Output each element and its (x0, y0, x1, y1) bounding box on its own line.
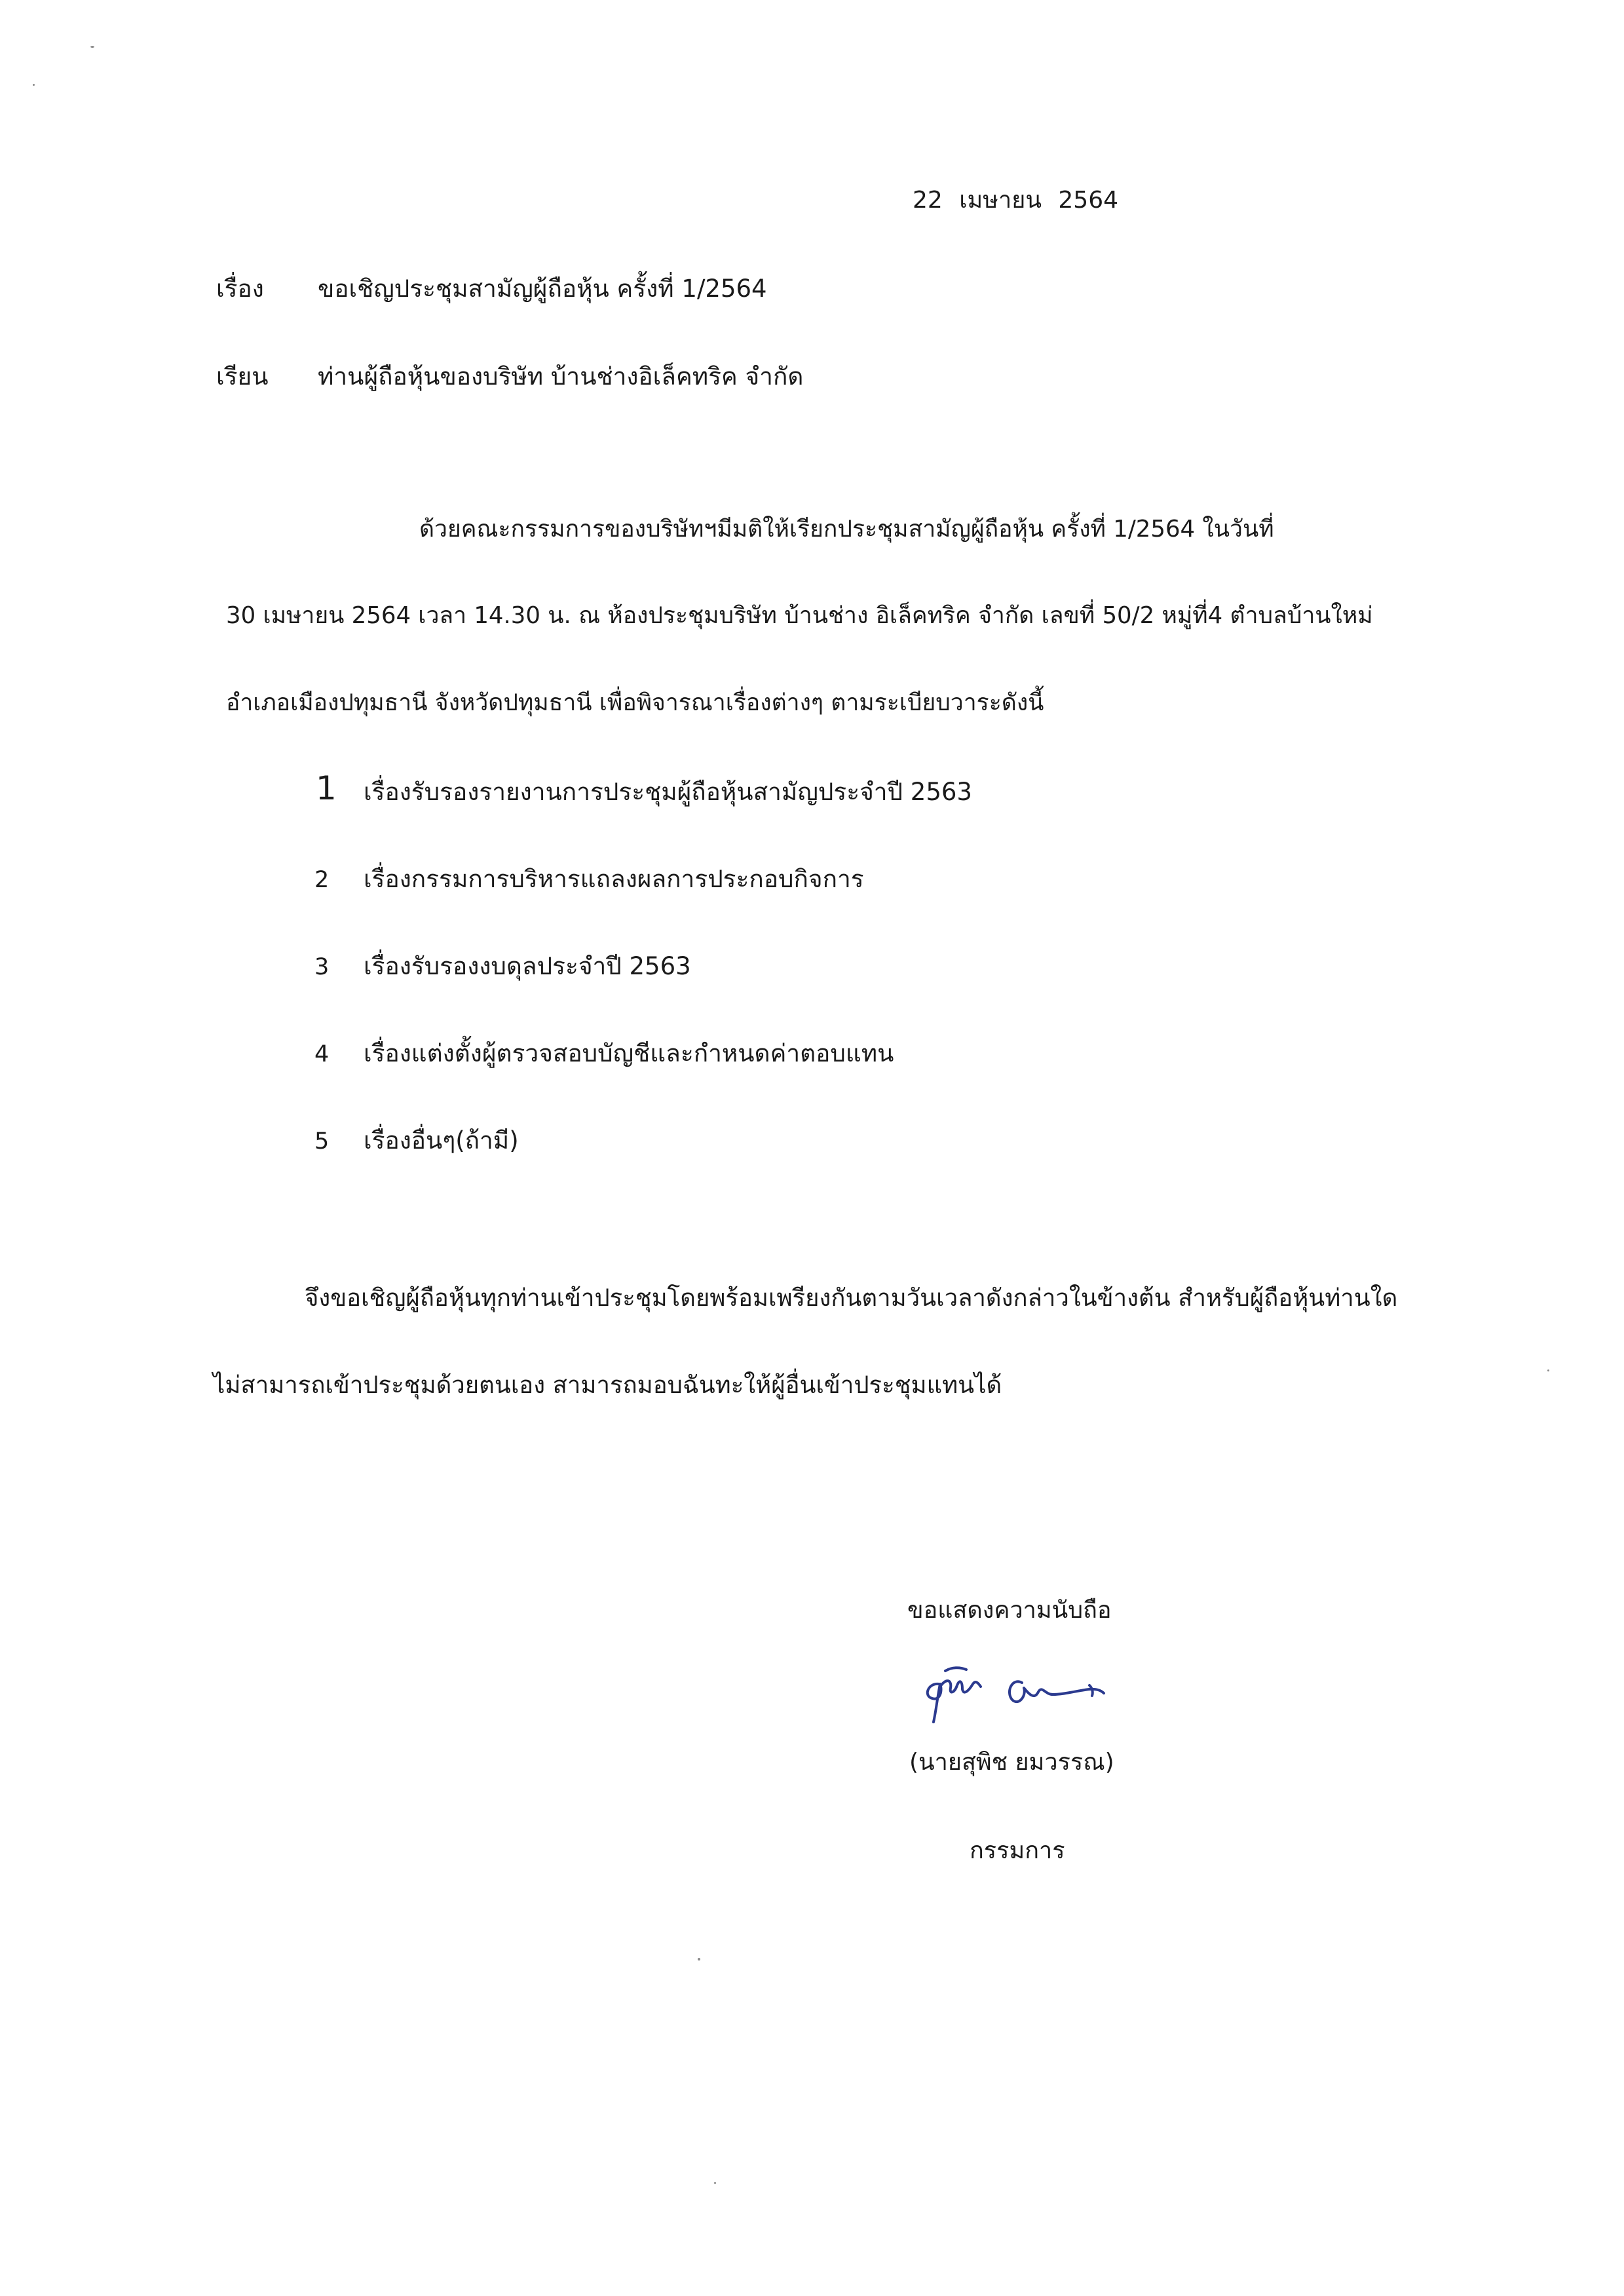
signatory-name: (นายสุพิช ยมวรรณ) (909, 1749, 1114, 1776)
agenda-number: 5 (314, 1128, 330, 1155)
agenda-item: เรื่องรับรองงบดุลประจำปี 2563 (364, 952, 691, 980)
letter-date: 22 เมษายน 2564 (913, 187, 1118, 214)
agenda-number: 4 (314, 1041, 330, 1067)
intro-paragraph-line: อำเภอเมืองปทุมธานี จังหวัดปทุมธานี เพื่อพิจารณาเรื่องต่างๆ ตามระเบียบวาระดังนี้ (226, 689, 1044, 716)
recipient-text: ท่านผู้ถือหุ้นของบริษัท บ้านช่างอิเล็คทริค จำกัด (318, 362, 804, 391)
scan-speck (698, 1958, 700, 1961)
closing-paragraph-line: จึงขอเชิญผู้ถือหุ้นทุกท่านเข้าประชุมโดยพร้อมเพรียงกันตามวันเวลาดังกล่าวในข้างต้น สำหรับผู้ถือหุ้นท่านใด (305, 1284, 1398, 1312)
sign-off: ขอแสดงความนับถือ (907, 1597, 1112, 1624)
handwritten-signature (914, 1645, 1137, 1736)
agenda-item: เรื่องกรรมการบริหารแถลงผลการประกอบกิจการ (364, 865, 864, 893)
intro-paragraph-line: ด้วยคณะกรรมการของบริษัทฯมีมติให้เรียกประชุมสามัญผู้ถือหุ้น ครั้งที่ 1/2564 ในวันที่ (419, 516, 1274, 543)
scan-speck (33, 84, 35, 86)
scan-speck (714, 2182, 716, 2184)
subject-text: ขอเชิญประชุมสามัญผู้ถือหุ้น ครั้งที่ 1/2564 (318, 275, 767, 303)
agenda-item: เรื่องรับรองรายงานการประชุมผู้ถือหุ้นสามัญประจำปี 2563 (364, 778, 972, 806)
subject-label: เรื่อง (216, 275, 264, 303)
closing-paragraph-line: ไม่สามารถเข้าประชุมด้วยตนเอง สามารถมอบฉันทะให้ผู้อื่นเข้าประชุมแทนได้ (213, 1371, 1002, 1399)
scan-speck (90, 46, 94, 48)
agenda-item: เรื่องอื่นๆ(ถ้ามี) (364, 1126, 519, 1155)
agenda-number: 3 (314, 954, 330, 980)
recipient-label: เรียน (216, 362, 269, 391)
agenda-number: 1 (316, 769, 337, 807)
scan-speck (1547, 1369, 1549, 1371)
signatory-position: กรรมการ (970, 1837, 1065, 1864)
agenda-number: 2 (314, 867, 330, 893)
intro-paragraph-line: 30 เมษายน 2564 เวลา 14.30 น. ณ ห้องประชุมบริษัท บ้านช่าง อิเล็คทริค จำกัด เลขที่ 50/2 หมู่ที่4 ตำบลบ้านใหม่ (226, 602, 1373, 629)
agenda-item: เรื่องแต่งตั้งผู้ตรวจสอบบัญชีและกำหนดค่าตอบแทน (364, 1039, 894, 1067)
